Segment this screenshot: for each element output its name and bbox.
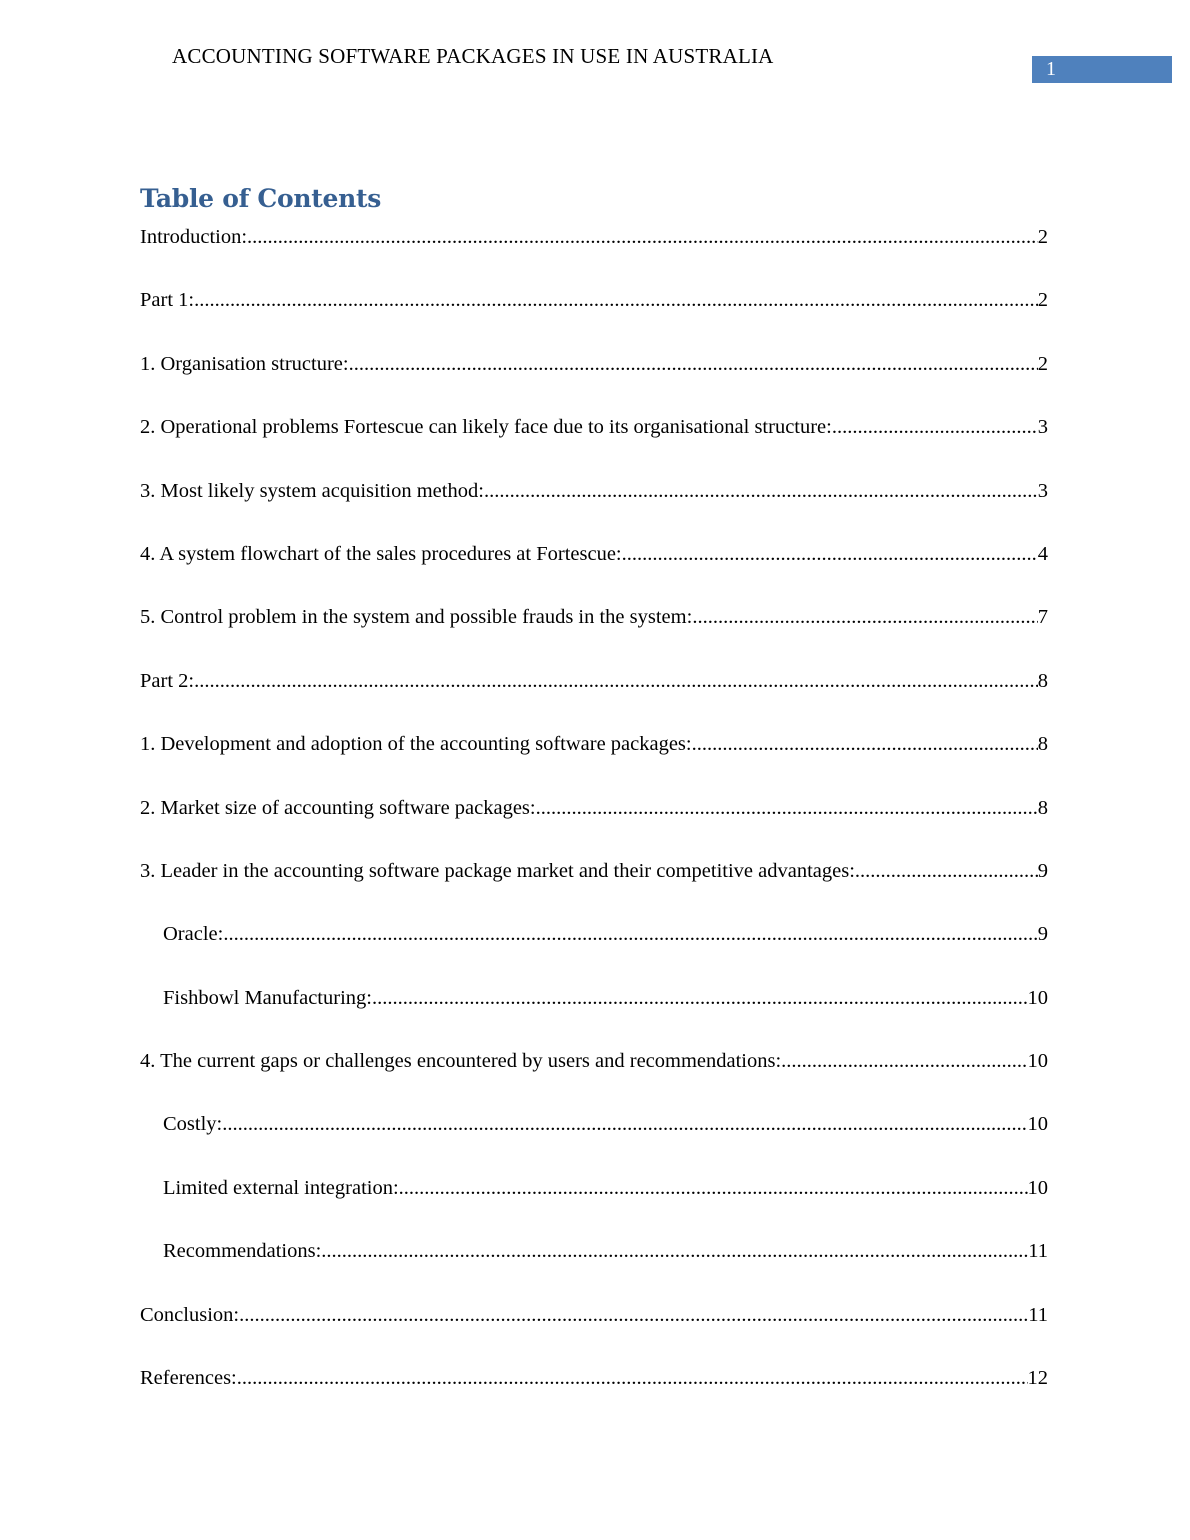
toc-entry-page: 8 (1037, 669, 1048, 692)
toc-entry[interactable] (140, 1300, 1048, 1363)
toc-subentry[interactable] (140, 1173, 1048, 1236)
toc-entry-label: Recommendations: (163, 1240, 322, 1263)
toc-entry[interactable] (140, 856, 1048, 919)
toc-dot-leader (223, 919, 1037, 949)
toc-entry-page: 4 (1037, 542, 1048, 565)
toc-dot-leader (781, 1046, 1027, 1076)
toc-dot-leader (832, 412, 1038, 442)
toc-dot-leader (194, 666, 1038, 696)
toc-entry[interactable] (140, 729, 1048, 792)
toc-entry[interactable] (140, 793, 1048, 856)
toc-entry[interactable] (140, 1363, 1048, 1426)
running-header-title: ACCOUNTING SOFTWARE PACKAGES IN USE IN AUSTRALIA (172, 44, 774, 68)
toc-entry-page: 10 (1027, 986, 1048, 1009)
toc-entry-page: 11 (1028, 1240, 1048, 1263)
toc-entry-label: Part 2: (140, 669, 195, 692)
toc-entry-page: 3 (1037, 479, 1048, 502)
toc-list (140, 222, 1048, 1426)
toc-entry-label: 2. Operational problems Fortescue can likely face due to its organisational structure: (140, 416, 832, 439)
toc-entry-label: Conclusion: (140, 1303, 240, 1326)
toc-dot-leader (855, 856, 1038, 886)
toc-dot-leader (222, 1109, 1027, 1139)
toc-dot-leader (484, 476, 1038, 506)
page-number-badge: 1 (1032, 56, 1172, 83)
toc-dot-leader (372, 983, 1028, 1013)
toc-dot-leader (237, 1363, 1028, 1393)
toc-dot-leader (692, 602, 1037, 632)
toc-entry-page: 2 (1037, 226, 1048, 248)
toc-entry-page: 10 (1027, 1050, 1048, 1073)
toc-entry-label: 4. The current gaps or challenges encountered by users and recommendations: (140, 1050, 782, 1073)
toc-entry-label: 1. Organisation structure: (140, 352, 349, 375)
toc-entry-page: 12 (1027, 1367, 1048, 1390)
toc-dot-leader (239, 1300, 1028, 1330)
toc-entry-label: Costly: (163, 1113, 223, 1136)
toc-entry-page: 10 (1027, 1176, 1048, 1199)
toc-dot-leader (692, 729, 1038, 759)
toc-entry-label: 2. Market size of accounting software packages: (140, 796, 536, 819)
toc-entry-label: 3. Leader in the accounting software package market and their competitive advantages: (140, 859, 855, 882)
toc-entry-label: 3. Most likely system acquisition method: (140, 479, 484, 502)
toc-subentry[interactable] (140, 1109, 1048, 1172)
toc-entry-label: 1. Development and adoption of the accounting software packages: (140, 733, 692, 756)
toc-dot-leader (622, 539, 1038, 569)
toc-entry[interactable] (140, 349, 1048, 412)
toc-entry[interactable] (140, 1046, 1048, 1109)
toc-entry-page: 9 (1037, 859, 1048, 882)
toc-subentry[interactable] (140, 1236, 1048, 1299)
toc-dot-leader (194, 285, 1038, 315)
toc-entry[interactable] (140, 285, 1048, 348)
toc-entry[interactable] (140, 539, 1048, 602)
toc-subentry[interactable] (140, 919, 1048, 982)
toc-title: Table of Contents (140, 184, 382, 213)
toc-entry-page: 11 (1028, 1303, 1048, 1326)
toc-entry[interactable] (140, 476, 1048, 539)
toc-subentry[interactable] (140, 983, 1048, 1046)
toc-entry-label: Fishbowl Manufacturing: (163, 986, 372, 1009)
toc-dot-leader (536, 793, 1038, 823)
toc-entry-label: Limited external integration: (163, 1176, 399, 1199)
toc-entry[interactable] (140, 602, 1048, 665)
toc-entry[interactable] (140, 222, 1048, 285)
toc-entry-page: 2 (1037, 289, 1048, 312)
toc-entry-label: 5. Control problem in the system and possible frauds in the system: (140, 606, 693, 629)
toc-entry-label: Introduction: (140, 226, 248, 248)
toc-entry-label: Oracle: (163, 923, 224, 946)
toc-entry-label: References: (140, 1367, 237, 1390)
toc-entry-page: 2 (1037, 352, 1048, 375)
toc-dot-leader (247, 222, 1038, 252)
toc-entry[interactable] (140, 412, 1048, 475)
toc-entry-page: 8 (1037, 796, 1048, 819)
toc-entry-page: 7 (1037, 606, 1048, 629)
toc-entry-label: Part 1: (140, 289, 195, 312)
toc-entry-page: 10 (1027, 1113, 1048, 1136)
toc-entry-page: 3 (1037, 416, 1048, 439)
toc-entry-page: 8 (1037, 733, 1048, 756)
toc-dot-leader (399, 1173, 1028, 1203)
toc-entry[interactable] (140, 666, 1048, 729)
toc-entry-label: 4. A system flowchart of the sales procedures at Fortescue: (140, 542, 622, 565)
toc-dot-leader (321, 1236, 1028, 1266)
toc-entry-page: 9 (1037, 923, 1048, 946)
toc-dot-leader (349, 349, 1038, 379)
